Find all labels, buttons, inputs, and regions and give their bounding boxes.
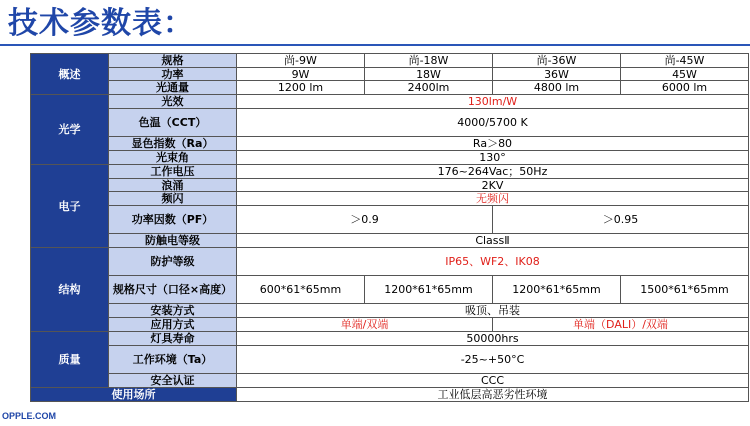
label-shock-class: 防触电等级 [109,234,237,248]
cell-model: 尚-36W [493,54,621,68]
cell-model: 尚-18W [365,54,493,68]
cell-dimensions: 1500*61*65mm [621,276,749,304]
cell-dimensions: 1200*61*65mm [493,276,621,304]
section-electronics: 电子 [31,165,109,248]
label-cct: 色温（CCT） [109,109,237,137]
table-row [31,151,749,165]
cell-application-mode: 单端/双端 [237,318,493,332]
cell-application-mode: 单端（DALI）/双端 [493,318,749,332]
label-mounting: 安装方式 [109,304,237,318]
cell-cct: 4000/5700 K [237,109,749,137]
label-spec: 规格 [109,54,237,68]
label-pf: 功率因数（PF） [109,206,237,234]
table-row [31,206,749,234]
label-flicker: 频闪 [109,192,237,206]
table-row [31,137,749,151]
cell-efficacy: 130lm/W [237,95,749,109]
table-row [31,109,749,137]
spec-table [30,53,749,402]
table-row [31,248,749,276]
table-row [31,68,749,81]
label-power: 功率 [109,68,237,81]
table-row [31,318,749,332]
title-divider [0,44,750,46]
section-overview: 概述 [31,54,109,95]
table-row [31,165,749,179]
cell-power: 45W [621,68,749,81]
table-row [31,374,749,388]
cell-surge: 2KV [237,179,749,192]
cell-voltage: 176~264Vac；50Hz [237,165,749,179]
cell-flux: 2400lm [365,81,493,95]
page-title: 技术参数表： [8,6,194,41]
cell-application-place: 工业低层高恶劣性环境 [237,388,749,402]
cell-dimensions: 600*61*65mm [237,276,365,304]
cell-shock-class: ClassⅡ [237,234,749,248]
section-application: 使用场所 [31,388,237,402]
table-row [31,276,749,304]
label-certification: 安全认证 [109,374,237,388]
cell-pf: ＞0.95 [493,206,749,234]
cell-flicker: 无频闪 [237,192,749,206]
cell-mounting: 吸顶、吊装 [237,304,749,318]
label-surge: 浪涌 [109,179,237,192]
cell-beam-angle: 130° [237,151,749,165]
cell-power: 18W [365,68,493,81]
label-dimensions: 规格尺寸（口径×高度） [109,276,237,304]
section-structure: 结构 [31,248,109,332]
table-row [31,332,749,346]
label-environment: 工作环境（Ta） [109,346,237,374]
cell-lifetime: 50000hrs [237,332,749,346]
table-row [31,346,749,374]
section-optics: 光学 [31,95,109,165]
cell-dimensions: 1200*61*65mm [365,276,493,304]
cell-model: 尚-9W [237,54,365,68]
cell-power: 36W [493,68,621,81]
label-ip: 防护等级 [109,248,237,276]
table-row [31,95,749,109]
cell-ip: IP65、WF2、IK08 [237,248,749,276]
cell-flux: 4800 lm [493,81,621,95]
brand-footer: OPPLE.COM [2,411,57,421]
table-row [31,81,749,95]
label-cri: 显色指数（Ra） [109,137,237,151]
cell-certification: CCC [237,374,749,388]
table-row [31,388,749,402]
cell-model: 尚-45W [621,54,749,68]
cell-cri: Ra＞80 [237,137,749,151]
cell-flux: 6000 lm [621,81,749,95]
label-lifetime: 灯具寿命 [109,332,237,346]
label-flux: 光通量 [109,81,237,95]
label-beam-angle: 光束角 [109,151,237,165]
cell-power: 9W [237,68,365,81]
table-row [31,192,749,206]
label-efficacy: 光效 [109,95,237,109]
section-quality: 质量 [31,332,109,388]
cell-environment: -25~+50°C [237,346,749,374]
cell-pf: ＞0.9 [237,206,493,234]
table-row [31,54,749,68]
table-row [31,179,749,192]
cell-flux: 1200 lm [237,81,365,95]
label-application-mode: 应用方式 [109,318,237,332]
table-row [31,304,749,318]
label-voltage: 工作电压 [109,165,237,179]
table-row [31,234,749,248]
